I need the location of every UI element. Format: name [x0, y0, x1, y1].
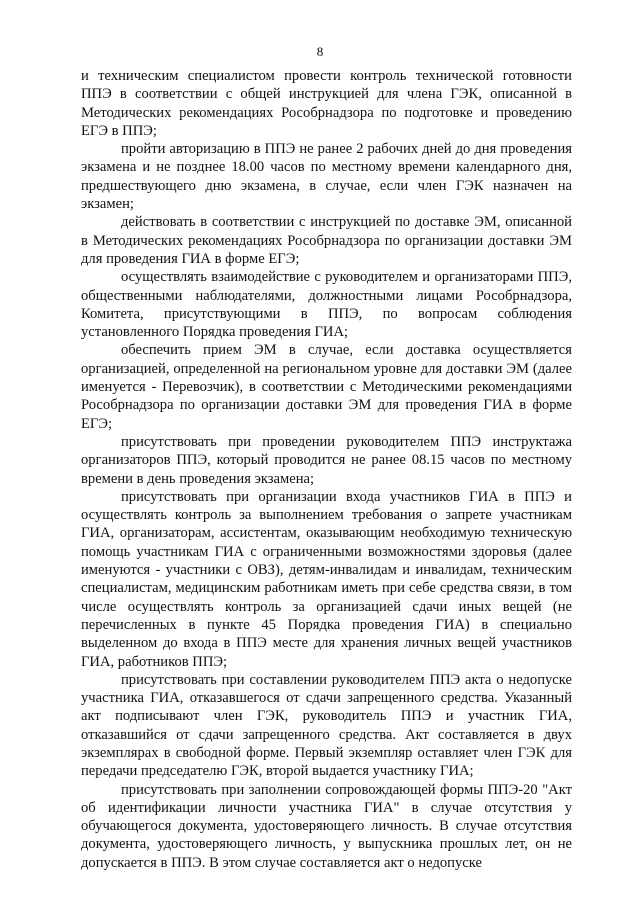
paragraph: присутствовать при организации входа участников ГИА в ППЭ и осуществлять контроль за выполнением требования о запрете участникам ГИА, организаторам, ассистентам, оказывающим необходимую техническую помощь участникам ГИА с ограниченными возможностями здоровья (далее именуются - участники с ОВЗ), детям-инвалидам и инвалидам, техническим специалистам, медицинским работникам иметь при себе средства связи, в том числе осуществлять контроль за организацией сдачи иных вещей (не перечисленных в пункте 45 Порядка проведения ГИА) в специально выделенном до входа в ППЭ месте для хранения личных вещей участников ГИА, работников ППЭ;: [81, 488, 572, 670]
body-text: [81, 67, 572, 872]
paragraph: присутствовать при проведении руководителем ППЭ инструктажа организаторов ППЭ, который проводится не ранее 08.15 часов по местному времени в день проведения экзамена;: [81, 433, 572, 487]
paragraph: пройти авторизацию в ППЭ не ранее 2 рабочих дней до дня проведения экзамена и не позднее 18.00 часов по местному времени календарного дня, предшествующего дню экзамена, в случае, если член ГЭК назначен на экзамен;: [81, 141, 572, 213]
paragraph: присутствовать при заполнении сопровождающей формы ППЭ-20 "Акт об идентификации личности участника ГИА" в случае отсутствия у обучающегося документа, удостоверяющего личность. В случае отсутствия документа, удостоверяющего личность, у выпускника прошлых лет, он не допускается в ППЭ. В этом случае составляется акт о недопуске: [81, 781, 572, 871]
paragraph: обеспечить прием ЭМ в случае, если доставка осуществляется организацией, определенной на региональном уровне для доставки ЭМ (далее именуется - Перевозчик), в соответствии с Методическими рекомендациями Рособрнадзора по организации доставки ЭМ для проведения ГИА в форме ЕГЭ;: [81, 342, 572, 432]
paragraph: действовать в соответствии с инструкцией по доставке ЭМ, описанной в Методических рекомендациях Рособрнадзора по организации доставки ЭМ для проведения ГИА в форме ЕГЭ;: [81, 214, 572, 267]
page-number: 8: [316, 44, 324, 59]
paragraph: присутствовать при составлении руководителем ППЭ акта о недопуске участника ГИА, отказавшегося от сдачи запрещенного средства. Указанный акт подписывают член ГЭК, руководитель ППЭ и участник ГИА, отказавшийся от сдачи запрещенного средства. Акт составляется в двух экземплярах в свободной форме. Первый экземпляр оставляет член ГЭК для передачи председателю ГЭК, второй выдается участнику ГИА;: [81, 671, 572, 780]
paragraph: осуществлять взаимодействие с руководителем и организаторами ППЭ, общественными наблюдателями, должностными лицами Рособрнадзора, Комитета, присутствующими в ППЭ, по вопросам соблюдения установленного Порядка проведения ГИА;: [81, 269, 572, 341]
paragraph: и техническим специалистом провести контроль технической готовности ППЭ в соответствии с общей инструкцией для члена ГЭК, описанной в Методических рекомендациях Рособрнадзора по подготовке и проведению ЕГЭ в ППЭ;: [81, 68, 572, 139]
